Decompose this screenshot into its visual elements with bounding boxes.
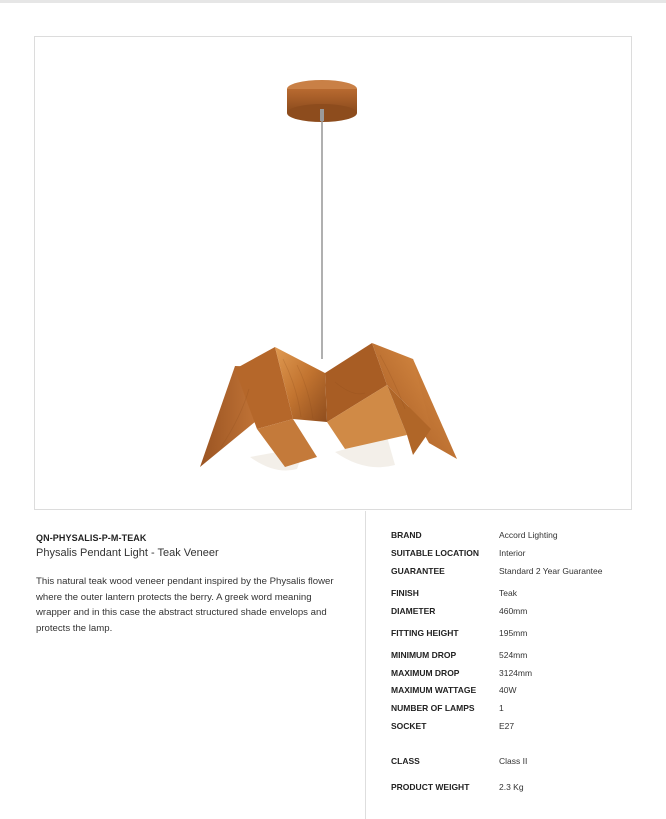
spec-value-guarantee: Standard 2 Year Guarantee	[499, 566, 603, 576]
spec-value-minimum-drop: 524mm	[499, 650, 528, 660]
spec-value-diameter: 460mm	[499, 606, 528, 616]
spec-label-class: CLASS	[391, 756, 420, 766]
product-name: Physalis Pendant Light - Teak Veneer	[36, 547, 219, 559]
spec-label-diameter: DIAMETER	[391, 606, 436, 616]
spec-label-maximum-drop: MAXIMUM DROP	[391, 668, 460, 678]
spec-value-maximum-drop: 3124mm	[499, 668, 533, 678]
top-rule	[0, 0, 666, 3]
spec-value-brand: Accord Lighting	[499, 530, 558, 540]
spec-value-fitting-height: 195mm	[499, 628, 528, 638]
pendant-light-illustration	[35, 37, 633, 511]
spec-label-product-weight: PRODUCT WEIGHT	[391, 782, 470, 792]
product-sku: QN-PHYSALIS-P-M-TEAK	[36, 533, 147, 543]
spec-value-maximum-wattage: 40W	[499, 685, 517, 695]
spec-label-guarantee: GUARANTEE	[391, 566, 445, 576]
spec-value-number-of-lamps: 1	[499, 703, 504, 713]
spec-value-finish: Teak	[499, 588, 517, 598]
spec-value-socket: E27	[499, 721, 515, 731]
spec-label-brand: BRAND	[391, 530, 422, 540]
product-image	[34, 36, 632, 510]
spec-value-product-weight: 2.3 Kg	[499, 782, 524, 792]
product-description: This natural teak wood veneer pendant inspired by the Physalis flower where the outer lantern protects the berry. A greek word meaning wrapper and in this case the abstract structured shade envelops and protects the lamp.	[36, 576, 334, 634]
spec-label-number-of-lamps: NUMBER OF LAMPS	[391, 703, 475, 713]
spec-label-location: SUITABLE LOCATION	[391, 548, 479, 558]
spec-label-fitting-height: FITTING HEIGHT	[391, 628, 459, 638]
spec-label-minimum-drop: MINIMUM DROP	[391, 650, 457, 660]
spec-label-maximum-wattage: MAXIMUM WATTAGE	[391, 685, 477, 695]
spec-value-location: Interior	[499, 548, 526, 558]
spec-label-finish: FINISH	[391, 588, 419, 598]
cable-grip	[320, 109, 324, 121]
spec-value-class: Class II	[499, 756, 528, 766]
spec-label-socket: SOCKET	[391, 721, 427, 731]
column-divider	[365, 511, 366, 819]
